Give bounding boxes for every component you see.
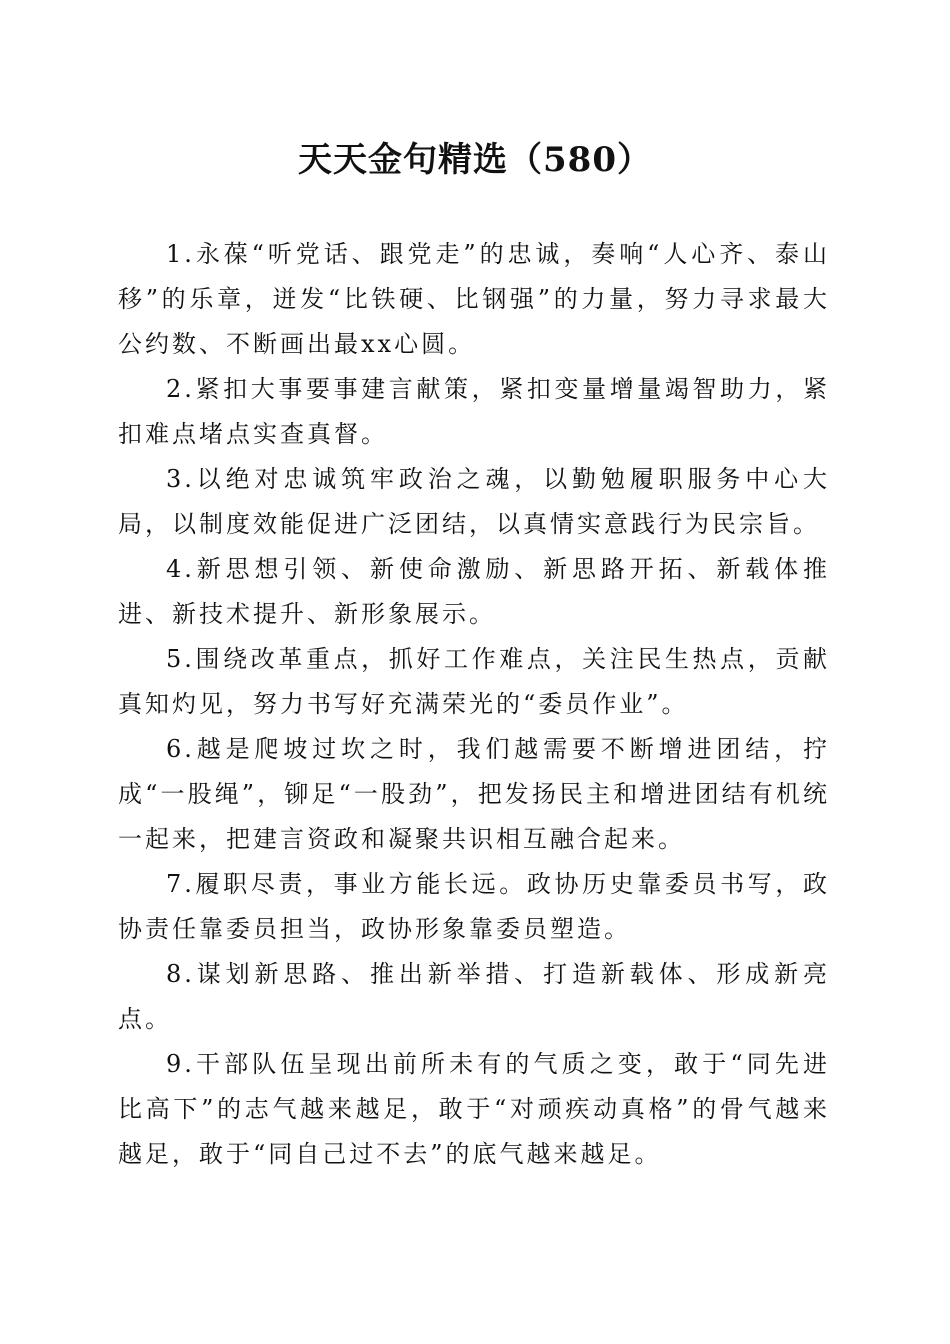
quote-paragraph-1: 1.永葆“听党话、跟党走”的忠诚，奏响“人心齐、泰山移”的乐章，迸发“比铁硬、比钢强”的力量，努力寻求最大公约数、不断画出最xx心圆。 bbox=[118, 240, 830, 358]
quote-paragraph-5: 5.围绕改革重点，抓好工作难点，关注民生热点，贡献真知灼见，努力书写好充满荣光的“委员作业”。 bbox=[118, 645, 830, 718]
document-body bbox=[118, 232, 830, 1177]
document-title: 天天金句精选（580） bbox=[298, 140, 652, 180]
quote-paragraph-3: 3.以绝对忠诚筑牢政治之魂，以勤勉履职服务中心大局，以制度效能促进广泛团结，以真情实意践行为民宗旨。 bbox=[118, 465, 830, 538]
quote-paragraph-8: 8.谋划新思路、推出新举措、打造新载体、形成新亮点。 bbox=[118, 960, 830, 1033]
quote-paragraph-2: 2.紧扣大事要事建言献策，紧扣变量增量竭智助力，紧扣难点堵点实查真督。 bbox=[118, 375, 830, 448]
quote-paragraph-4: 4.新思想引领、新使命激励、新思路开拓、新载体推进、新技术提升、新形象展示。 bbox=[118, 555, 830, 628]
quote-paragraph-6: 6.越是爬坡过坎之时，我们越需要不断增进团结，拧成“一股绳”，铆足“一股劲”，把发扬民主和增进团结有机统一起来，把建言资政和凝聚共识相互融合起来。 bbox=[118, 735, 830, 853]
quote-paragraph-9: 9.干部队伍呈现出前所未有的气质之变，敢于“同先进比高下”的志气越来越足，敢于“对顽疾动真格”的骨气越来越足，敢于“同自己过不去”的底气越来越足。 bbox=[118, 1050, 830, 1168]
quote-paragraph-7: 7.履职尽责，事业方能长远。政协历史靠委员书写，政协责任靠委员担当，政协形象靠委员塑造。 bbox=[118, 870, 830, 943]
